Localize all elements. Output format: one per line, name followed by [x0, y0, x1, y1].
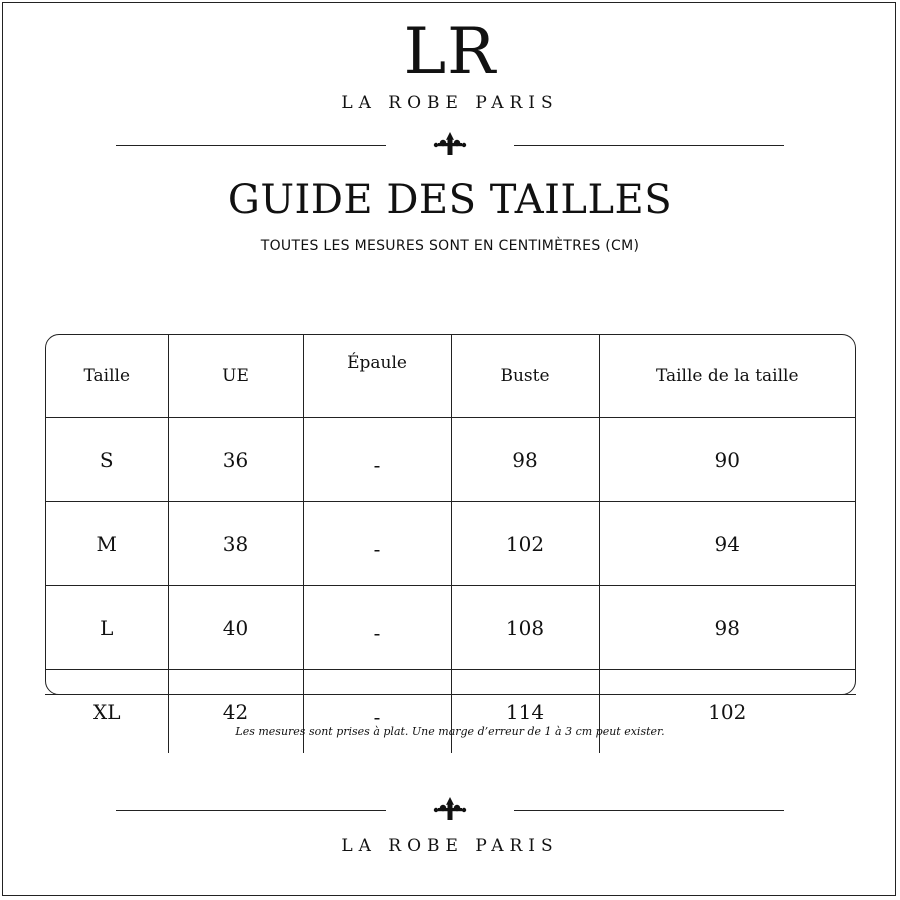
- table-cell: 102: [708, 699, 747, 724]
- table-row: [46, 670, 855, 754]
- size-table: [45, 334, 856, 729]
- table-cell: -: [303, 670, 451, 754]
- table-row: [46, 586, 855, 670]
- table-cell: 36: [168, 418, 303, 502]
- brand-name: LA ROBE PARIS: [341, 93, 559, 113]
- table-cell: -: [303, 502, 451, 586]
- page-title: GUIDE DES TAILLES: [227, 177, 673, 223]
- table-underline: [45, 694, 856, 695]
- footer-divider-left: [116, 810, 386, 811]
- table-cell: S: [46, 418, 168, 502]
- column-header: Buste: [451, 335, 599, 418]
- table-cell: 114: [451, 670, 599, 754]
- fleur-de-lis-icon: [432, 795, 468, 825]
- table-cell: 40: [168, 586, 303, 670]
- column-header: Épaule: [303, 335, 451, 418]
- table-cell: 94: [599, 502, 855, 586]
- table-cell: 102: [451, 502, 599, 586]
- divider-line-right: [514, 145, 784, 146]
- table-header-row: [46, 335, 855, 418]
- table-cell: 38: [168, 502, 303, 586]
- table-cell: 108: [451, 586, 599, 670]
- divider-line-left: [116, 145, 386, 146]
- table-cell: 42: [168, 670, 303, 754]
- page-subtitle: TOUTES LES MESURES SONT EN CENTIMÈTRES (CM): [260, 238, 640, 254]
- table-cell: L: [46, 586, 168, 670]
- table-cell: XL: [46, 670, 168, 754]
- table-cell: -: [303, 418, 451, 502]
- measurement-note: Les mesures sont prises à plat. Une marge d’erreur de 1 à 3 cm peut exister.: [235, 725, 665, 738]
- column-header: UE: [168, 335, 303, 418]
- footer-divider-right: [514, 810, 784, 811]
- table-cell: -: [303, 586, 451, 670]
- logo-monogram: LR: [403, 15, 497, 89]
- footer-brand-name: LA ROBE PARIS: [341, 836, 559, 856]
- fleur-de-lis-icon: [432, 130, 468, 160]
- table-cell: 90: [599, 418, 855, 502]
- column-header: Taille de la taille: [599, 335, 855, 418]
- table-row: [46, 502, 855, 586]
- table-cell: 98: [599, 586, 855, 670]
- column-header: Taille: [46, 335, 168, 418]
- table-cell: 98: [451, 418, 599, 502]
- table-cell: M: [46, 502, 168, 586]
- table-row: [46, 418, 855, 502]
